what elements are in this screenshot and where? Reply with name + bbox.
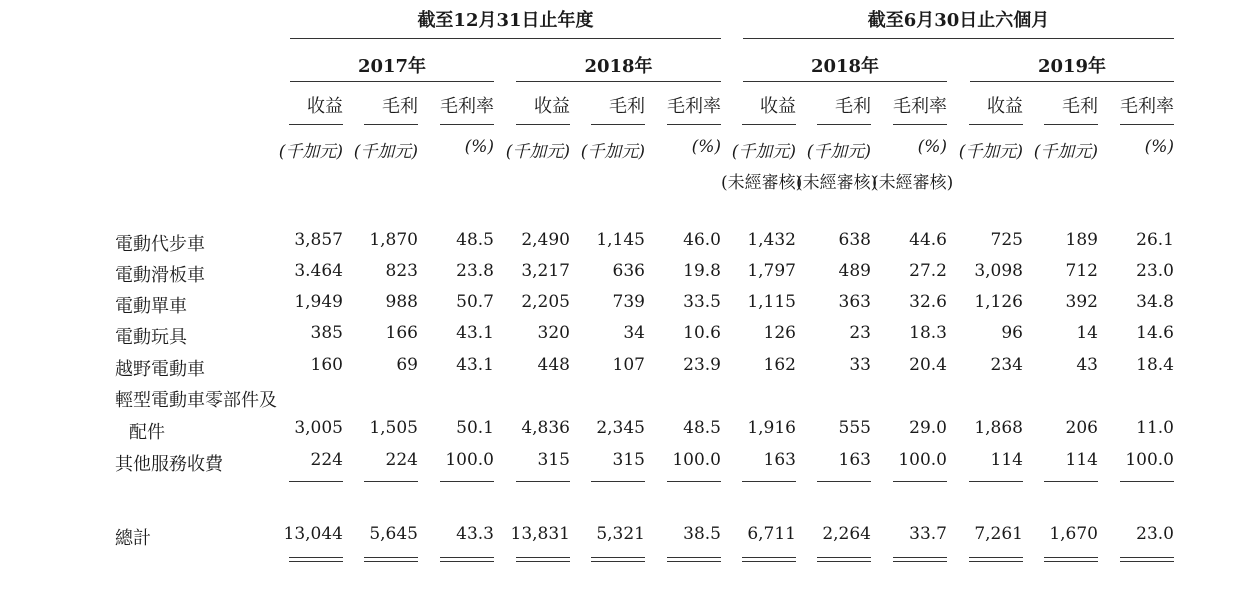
total-double-rule xyxy=(969,557,1023,562)
row-label-continuation: 配件 xyxy=(129,422,165,443)
table-cell: 29.0 xyxy=(909,418,947,438)
table-cell: 823 xyxy=(385,261,418,281)
period-group-rule xyxy=(290,38,721,39)
unit-label: (%) xyxy=(464,137,494,157)
total-cell: 1,670 xyxy=(1049,524,1098,544)
column-header-rule xyxy=(1120,124,1174,125)
unit-label: (千加元) xyxy=(1033,142,1098,162)
table-cell: 100.0 xyxy=(898,450,947,470)
table-cell: 638 xyxy=(838,230,871,250)
column-header: 收益 xyxy=(307,96,343,117)
year-rule xyxy=(970,81,1174,82)
unaudited-note: (未經審核) xyxy=(721,173,803,193)
unit-label: (%) xyxy=(1144,137,1174,157)
table-cell: 23 xyxy=(849,323,871,343)
table-cell: 1,868 xyxy=(974,418,1023,438)
column-header: 毛利 xyxy=(382,96,418,117)
row-label: 電動單車 xyxy=(115,296,187,317)
column-header: 毛利率 xyxy=(667,96,721,117)
year-header: 2018年 xyxy=(584,56,653,77)
table-cell: 234 xyxy=(990,355,1023,375)
table-cell: 2,490 xyxy=(521,230,570,250)
column-header: 毛利率 xyxy=(893,96,947,117)
column-header-rule xyxy=(742,124,796,125)
column-header: 收益 xyxy=(760,96,796,117)
table-cell: 27.2 xyxy=(909,261,947,281)
table-cell: 20.4 xyxy=(909,355,947,375)
unit-label: (千加元) xyxy=(806,142,871,162)
table-cell: 489 xyxy=(838,261,871,281)
year-header: 2019年 xyxy=(1037,56,1107,77)
table-cell: 14 xyxy=(1076,323,1098,343)
row-label: 電動滑板車 xyxy=(115,265,205,286)
subtotal-rule xyxy=(667,481,721,482)
table-cell: 3,857 xyxy=(294,230,343,250)
table-cell: 1,870 xyxy=(369,230,418,250)
table-cell: 988 xyxy=(385,292,418,312)
total-cell: 13,831 xyxy=(510,524,570,544)
column-header-rule xyxy=(440,124,494,125)
subtotal-rule xyxy=(893,481,947,482)
table-cell: 14.6 xyxy=(1136,323,1174,343)
unit-label: (%) xyxy=(917,137,947,157)
unit-label: (千加元) xyxy=(505,142,570,162)
table-cell: 19.8 xyxy=(683,261,721,281)
subtotal-rule xyxy=(1120,481,1174,482)
total-double-rule xyxy=(289,557,343,562)
table-cell: 315 xyxy=(612,450,645,470)
column-header: 收益 xyxy=(534,96,570,117)
total-double-rule xyxy=(893,557,947,562)
table-cell: 18.4 xyxy=(1136,355,1174,375)
table-cell: 43 xyxy=(1076,355,1098,375)
total-double-rule xyxy=(817,557,871,562)
column-header-rule xyxy=(667,124,721,125)
column-header-rule xyxy=(1044,124,1098,125)
subtotal-rule xyxy=(516,481,570,482)
table-cell: 100.0 xyxy=(672,450,721,470)
column-header-rule xyxy=(893,124,947,125)
column-header-rule xyxy=(817,124,871,125)
total-cell: 6,711 xyxy=(747,524,796,544)
table-cell: 1,126 xyxy=(974,292,1023,312)
year-header: 2017年 xyxy=(357,56,427,77)
table-cell: 555 xyxy=(838,418,871,438)
total-double-rule xyxy=(516,557,570,562)
table-cell: 23.9 xyxy=(683,355,721,375)
total-cell: 7,261 xyxy=(974,524,1023,544)
table-cell: 10.6 xyxy=(683,323,721,343)
table-cell: 44.6 xyxy=(909,230,947,250)
column-header: 毛利 xyxy=(1062,96,1098,117)
table-cell: 1,115 xyxy=(747,292,796,312)
table-cell: 166 xyxy=(385,323,418,343)
table-cell: 2,345 xyxy=(596,418,645,438)
table-cell: 160 xyxy=(310,355,343,375)
unit-label: (千加元) xyxy=(353,142,418,162)
table-cell: 4,836 xyxy=(521,418,570,438)
table-cell: 126 xyxy=(763,323,796,343)
year-rule xyxy=(516,81,721,82)
year-header: 2018年 xyxy=(810,56,880,77)
total-cell: 43.3 xyxy=(456,524,494,544)
table-cell: 1,797 xyxy=(747,261,796,281)
row-label: 越野電動車 xyxy=(115,359,205,380)
table-cell: 50.7 xyxy=(456,292,494,312)
table-cell: 1,145 xyxy=(596,230,645,250)
column-header-rule xyxy=(516,124,570,125)
period-group-header: 截至6月30日止六個月 xyxy=(867,10,1050,31)
unaudited-note: (未經審核) xyxy=(872,173,954,193)
total-label: 總計 xyxy=(115,528,151,549)
table-cell: 23.8 xyxy=(456,261,494,281)
table-cell: 712 xyxy=(1065,261,1098,281)
row-label: 電動代步車 xyxy=(115,234,205,255)
total-double-rule xyxy=(742,557,796,562)
table-cell: 100.0 xyxy=(445,450,494,470)
table-cell: 107 xyxy=(612,355,645,375)
table-cell: 1,949 xyxy=(294,292,343,312)
total-cell: 5,645 xyxy=(369,524,418,544)
table-cell: 114 xyxy=(990,450,1023,470)
year-rule xyxy=(290,81,494,82)
table-cell: 725 xyxy=(990,230,1023,250)
unit-label: (%) xyxy=(691,137,721,157)
total-double-rule xyxy=(440,557,494,562)
table-cell: 224 xyxy=(385,450,418,470)
table-cell: 43.1 xyxy=(456,323,494,343)
unaudited-note: (未經審核) xyxy=(796,173,878,193)
row-label: 電動玩具 xyxy=(115,327,187,348)
table-cell: 3,005 xyxy=(294,418,343,438)
row-label: 其他服務收費 xyxy=(115,454,223,475)
subtotal-rule xyxy=(817,481,871,482)
table-cell: 1,505 xyxy=(369,418,418,438)
subtotal-rule xyxy=(591,481,645,482)
table-cell: 33 xyxy=(849,355,871,375)
table-cell: 206 xyxy=(1065,418,1098,438)
table-cell: 3,217 xyxy=(521,261,570,281)
table-cell: 189 xyxy=(1065,230,1098,250)
column-header: 毛利率 xyxy=(440,96,494,117)
subtotal-rule xyxy=(289,481,343,482)
total-double-rule xyxy=(364,557,418,562)
year-rule xyxy=(743,81,947,82)
column-header-rule xyxy=(289,124,343,125)
table-cell: 224 xyxy=(310,450,343,470)
total-cell: 33.7 xyxy=(909,524,947,544)
table-cell: 96 xyxy=(1001,323,1023,343)
period-group-rule xyxy=(743,38,1174,39)
total-cell: 2,264 xyxy=(822,524,871,544)
table-cell: 1,432 xyxy=(747,230,796,250)
table-cell: 320 xyxy=(537,323,570,343)
unit-label: (千加元) xyxy=(580,142,645,162)
subtotal-rule xyxy=(742,481,796,482)
column-header: 收益 xyxy=(987,96,1023,117)
table-cell: 3.464 xyxy=(294,261,343,281)
unit-label: (千加元) xyxy=(278,142,343,162)
table-cell: 392 xyxy=(1065,292,1098,312)
column-header-rule xyxy=(969,124,1023,125)
column-header: 毛利 xyxy=(609,96,645,117)
column-header: 毛利 xyxy=(835,96,871,117)
table-cell: 26.1 xyxy=(1136,230,1174,250)
subtotal-rule xyxy=(969,481,1023,482)
table-cell: 34.8 xyxy=(1136,292,1174,312)
table-cell: 50.1 xyxy=(456,418,494,438)
table-cell: 163 xyxy=(763,450,796,470)
table-cell: 11.0 xyxy=(1136,418,1174,438)
table-cell: 3,098 xyxy=(974,261,1023,281)
period-group-header: 截至12月31日止年度 xyxy=(417,10,594,31)
total-double-rule xyxy=(1120,557,1174,562)
column-header-rule xyxy=(591,124,645,125)
table-cell: 32.6 xyxy=(909,292,947,312)
total-cell: 38.5 xyxy=(683,524,721,544)
table-cell: 34 xyxy=(623,323,645,343)
table-cell: 315 xyxy=(537,450,570,470)
table-cell: 43.1 xyxy=(456,355,494,375)
table-cell: 114 xyxy=(1065,450,1098,470)
table-cell: 385 xyxy=(310,323,343,343)
table-cell: 636 xyxy=(612,261,645,281)
table-cell: 363 xyxy=(838,292,871,312)
total-cell: 13,044 xyxy=(283,524,343,544)
column-header: 毛利率 xyxy=(1120,96,1174,117)
total-double-rule xyxy=(667,557,721,562)
table-cell: 48.5 xyxy=(683,418,721,438)
row-label: 輕型電動車零部件及 xyxy=(115,390,277,411)
table-cell: 46.0 xyxy=(683,230,721,250)
column-header-rule xyxy=(364,124,418,125)
table-cell: 2,205 xyxy=(521,292,570,312)
table-cell: 48.5 xyxy=(456,230,494,250)
table-cell: 69 xyxy=(396,355,418,375)
table-cell: 448 xyxy=(537,355,570,375)
table-cell: 162 xyxy=(763,355,796,375)
table-cell: 18.3 xyxy=(909,323,947,343)
total-cell: 23.0 xyxy=(1136,524,1174,544)
table-cell: 1,916 xyxy=(747,418,796,438)
total-cell: 5,321 xyxy=(596,524,645,544)
subtotal-rule xyxy=(1044,481,1098,482)
unit-label: (千加元) xyxy=(958,142,1023,162)
subtotal-rule xyxy=(440,481,494,482)
table-cell: 739 xyxy=(612,292,645,312)
table-cell: 163 xyxy=(838,450,871,470)
table-cell: 100.0 xyxy=(1125,450,1174,470)
total-double-rule xyxy=(1044,557,1098,562)
table-cell: 23.0 xyxy=(1136,261,1174,281)
table-cell: 33.5 xyxy=(683,292,721,312)
subtotal-rule xyxy=(364,481,418,482)
unit-label: (千加元) xyxy=(731,142,796,162)
total-double-rule xyxy=(591,557,645,562)
